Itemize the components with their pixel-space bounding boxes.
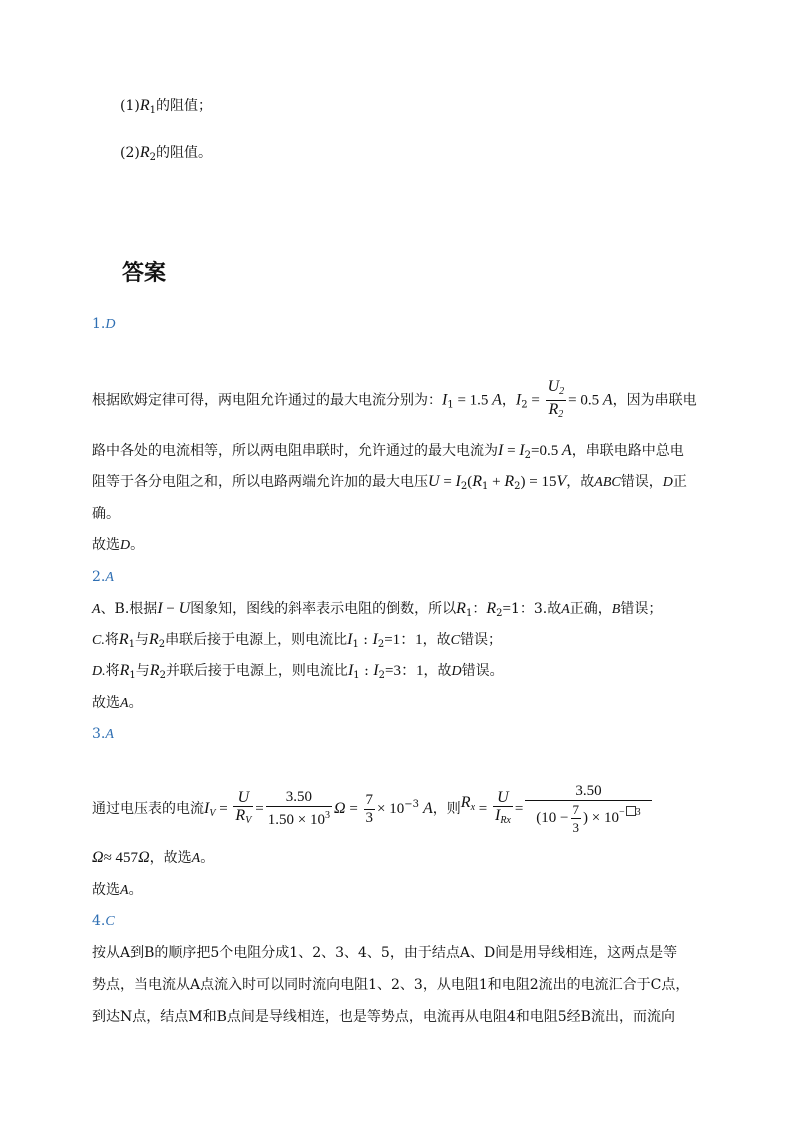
- answer-2-line-4: [92, 693, 143, 714]
- answer-1-line-4: 确。: [92, 506, 120, 522]
- a2-l3-err: 错误。: [461, 663, 504, 679]
- a2-l2-a: 将: [104, 632, 119, 648]
- a3-l2-a: A: [191, 851, 201, 866]
- a1-i1-value: 1.5: [469, 392, 489, 409]
- answer-2-line-2: C.将$R_1$与$R_2$串联后接于电源上，则电流比$I_1$ : $I_2=1$：1，故C错误；: [92, 631, 503, 650]
- a2-l2-b: 与: [135, 632, 149, 648]
- a3-den1: 1.50 × 10: [267, 812, 325, 828]
- a3-l2-mid: ，故选: [149, 850, 192, 866]
- answer-2-header: [92, 567, 114, 588]
- a3-l2-post: 。: [200, 850, 215, 866]
- a2-l3-a: 将: [105, 663, 120, 679]
- a1-l3-d: D: [662, 475, 673, 490]
- answer-3-line-2: Ω≈ 457Ω，故选A。: [92, 849, 215, 866]
- question-1-var: R: [139, 97, 150, 114]
- answer-1-header: [92, 314, 115, 335]
- answer-1-choice: D: [105, 317, 116, 332]
- answer-3-number: 3.: [92, 726, 106, 742]
- a3-exp: −3: [404, 799, 419, 810]
- a1-l5-pre: 故选: [92, 537, 120, 553]
- question-2-number: (2): [120, 145, 140, 161]
- a2-l1-ratio: 1：3.故: [510, 601, 562, 617]
- answer-2-line-3: D.将$R_1$与$R_2$并联后接于电源上，则电流比$I_1$ : $I_2=3$：1，故D错误。: [92, 662, 504, 681]
- a1-l3-abc: ABC: [594, 475, 621, 490]
- answer-4-line-2: 势点，当电流从A点流入时可以同时流向电阻1、2、3，从电阻1和电阻2流出的电流汇合于C点，: [92, 977, 690, 993]
- a3-f2d: 3: [365, 809, 374, 826]
- a3-l3-pre: 故选: [92, 882, 120, 898]
- answer-2-number: 2.: [92, 569, 106, 585]
- fraction-u-rv: $\frac{U}{R_V}$: [235, 789, 252, 826]
- a3-num2: 3.50: [525, 783, 651, 801]
- question-1-sub: 1: [149, 105, 156, 116]
- a2-l2-mid: 串联后接于电源上，则电流比: [165, 632, 348, 648]
- answer-3-line-1: 通过电压表的电流$I_V$ = $\frac{U}{R_V}$ = $\frac{3.50}{1.50 \times 10^3}$ Ω = $\frac{7}{3}$ × $10^{-3}$ A，则$R_x$ = $\frac{U}{I_{Rx}}$ = 3.50 (10 − $\frac{7}{3}$ ) × $10^{- 3}$: [92, 778, 654, 839]
- a3-mult: × 10: [377, 801, 405, 817]
- a3-den2exp: 3: [635, 807, 641, 819]
- question-2-text: 的阻值。: [156, 145, 212, 161]
- a3-l1-pre: 通过电压表的电流: [92, 801, 204, 817]
- a1-l3-post: 正: [672, 474, 687, 490]
- a3-l2-value: ≈ 457: [103, 850, 139, 866]
- a2-l4-post: 。: [128, 695, 143, 711]
- a1-l3-value: 15: [541, 474, 557, 490]
- fraction-7-3: [364, 792, 376, 827]
- a1-i2-value: 0.5: [580, 392, 600, 409]
- a2-l1-c: 图象知，图线的斜率表示电阻的倒数，所以: [190, 601, 457, 617]
- a2-l3-ratio: 3：1: [393, 663, 424, 679]
- a2-l1-a: A: [92, 602, 101, 617]
- answer-4-choice: C: [105, 914, 115, 929]
- a2-l2-end: ，故: [422, 632, 451, 648]
- a1-l2-post: ，串联电路中总电: [571, 443, 684, 459]
- answer-1-line-3: 阻等于各分电阻之和，所以电路两端允许加的最大电压$U = I_2(R_1 + R_2) = 15V$，故ABC错误，D正: [92, 473, 687, 492]
- a1-l1-pre: 根据欧姆定律可得，两电阻允许通过的最大电流分别为：: [92, 392, 442, 409]
- question-2: [120, 143, 212, 168]
- answer-3-choice: A: [105, 727, 114, 742]
- answer-1-line-2: 路中各处的电流相等，所以两电阻串联时，允许通过的最大电流为$I = I_2=0.5$ A，串联电路中总电: [92, 442, 684, 461]
- answer-4-line-1: 按从A到B的顺序把5个电阻分成1、2、3、4、5，由于结点A、D间是用导线相连，这两点是等: [92, 945, 678, 961]
- a2-l1-d: A: [561, 602, 570, 617]
- question-1-number: (1): [120, 98, 140, 114]
- a2-l2-x: C: [450, 633, 461, 648]
- a1-l3-mid: ，故: [566, 474, 595, 490]
- a3-f2n: 7: [365, 791, 374, 808]
- answer-4-header: [92, 911, 115, 932]
- a3-l3-a: A: [120, 883, 129, 898]
- a2-l3-end: ，故: [423, 663, 452, 679]
- answer-1-line-5: [92, 535, 144, 556]
- a2-l2-c: C.: [92, 633, 105, 648]
- a1-l5-d: D: [120, 538, 131, 553]
- a2-l3-d: D.: [92, 664, 106, 679]
- a1-l2-pre: 路中各处的电流相等，所以两电阻串联时，允许通过的最大电流为: [92, 443, 498, 459]
- a2-l3-x: D: [451, 664, 462, 679]
- question-1: [120, 96, 212, 121]
- fraction-350-long: 3.50 (10 − $\frac{7}{3}$ ) × $10^{- 3}$: [525, 783, 651, 836]
- a2-l1-e: 正确，: [569, 601, 612, 617]
- a2-l2-err: 错误；: [460, 632, 503, 648]
- fraction-350-150: $\frac{3.50}{1.50 \times 10^3}$: [267, 789, 330, 828]
- answers-title: 答案: [122, 261, 167, 286]
- a1-l5-post: 。: [130, 537, 145, 553]
- a3-den2a: (10 −: [536, 809, 569, 826]
- placeholder-box-icon: [626, 806, 636, 816]
- answer-3-header: [92, 724, 114, 745]
- question-1-text: 的阻值；: [156, 98, 212, 114]
- answer-2-choice: A: [105, 570, 114, 585]
- a1-l2-value: 0.5: [539, 443, 559, 459]
- a2-l2-ratio: 1：1: [392, 632, 423, 648]
- a2-l1-f: B: [611, 602, 621, 617]
- a2-l1-b: 、B.根据: [100, 601, 158, 617]
- a2-l4-pre: 故选: [92, 695, 120, 711]
- answer-3-line-3: [92, 880, 143, 901]
- a2-l1-g: 错误；: [620, 601, 663, 617]
- a1-l3-err: 错误，: [620, 474, 663, 490]
- a1-l3-pre: 阻等于各分电阻之和，所以电路两端允许加的最大电压: [92, 474, 428, 490]
- answer-4-line-3: 到达N点，结点M和B点间是导线相连，也是等势点，电流再从电阻4和电阻5经B流出，而流向: [92, 1009, 675, 1025]
- a2-l3-b: 与: [135, 663, 150, 679]
- question-2-sub: 2: [149, 152, 156, 163]
- answer-1-number: 1.: [92, 316, 106, 332]
- a3-den2b: ) × 10: [583, 809, 619, 826]
- a3-l3-post: 。: [128, 882, 143, 898]
- answer-1-line-1: 根据欧姆定律可得，两电阻允许通过的最大电流分别为：$I_1 = 1.5$ A，$I_2$ = $\frac{U_2}{R_2}$ = 0.5 A，因为串联电: [92, 378, 697, 427]
- a2-l4-a: A: [120, 696, 129, 711]
- a2-l3-mid: 并联后接于电源上，则电流比: [165, 663, 348, 679]
- question-2-var: R: [139, 144, 150, 161]
- a3-num1: 3.50: [266, 789, 332, 807]
- answer-2-line-1: A、B.根据I − U图象知，图线的斜率表示电阻的倒数，所以$R_1$：$R_2=1$：3.故A正确，B错误；: [92, 600, 663, 619]
- fraction-u2-r2: $\frac{U_2}{R_2}$: [547, 378, 565, 420]
- a3-then: ，则: [432, 801, 461, 817]
- answer-4-number: 4.: [92, 913, 106, 929]
- a1-l1-post: ，因为串联电: [612, 392, 697, 409]
- fraction-u-irx: $\frac{U}{I_{Rx}}$: [494, 789, 511, 826]
